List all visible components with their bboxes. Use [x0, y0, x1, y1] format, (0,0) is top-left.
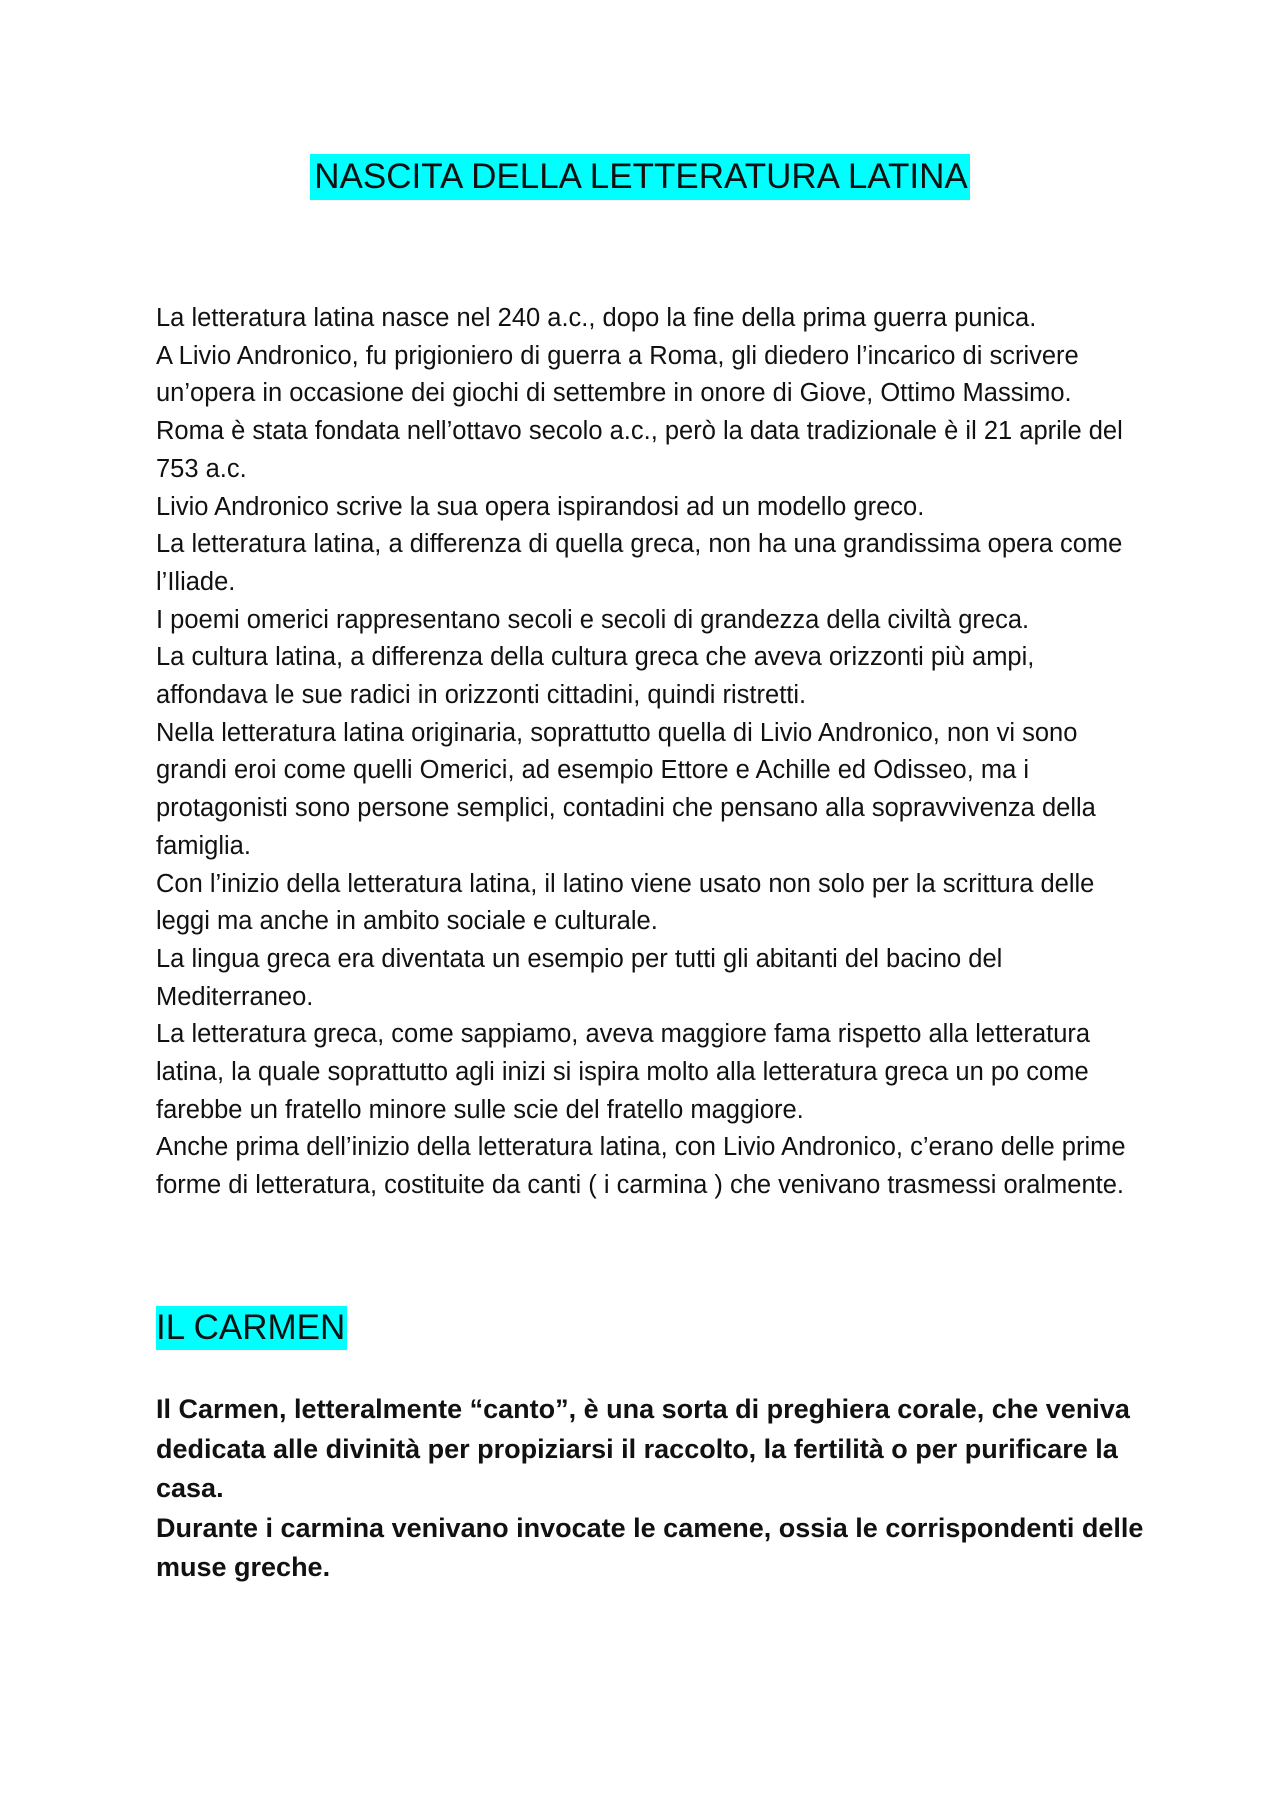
paragraph: La letteratura latina nasce nel 240 a.c., dopo la fine della prima guerra punica.: [156, 304, 1037, 332]
paragraph: Anche prima dell’inizio della letteratura latina, con Livio Andronico, c’erano delle prime forme di letteratura, costituite da canti ( i carmina ) che venivano trasmessi oralmente.: [156, 1133, 1126, 1200]
paragraph: La cultura latina, a differenza della cultura greca che aveva orizzonti più ampi, affondava le sue radici in orizzonti cittadini, quindi ristretti.: [156, 643, 1035, 710]
body-text: [156, 300, 1146, 1205]
section-heading: IL CARMEN: [156, 1306, 347, 1350]
paragraph: Roma è stata fondata nell’ottavo secolo a.c., però la data tradizionale è il 21 aprile del 753 a.c.: [156, 417, 1123, 483]
paragraph: La letteratura latina, a differenza di quella greca, non ha una grandissima opera come l’Iliade.: [156, 530, 1123, 596]
paragraph: La letteratura greca, come sappiamo, aveva maggiore fama rispetto alla letteratura latina, la quale soprattutto agli inizi si ispira molto alla letteratura greca un po come farebbe un fratello minore sulle scie del fratello maggiore.: [156, 1020, 1091, 1124]
document-title: NASCITA DELLA LETTERATURA LATINA: [310, 154, 970, 200]
paragraph: Nella letteratura latina originaria, soprattutto quella di Livio Andronico, non vi sono grandi eroi come quelli Omerici, ad esempio Ettore e Achille ed Odisseo, ma i protagonisti sono persone semplici, contadini che pensano alla sopravvivenza della famiglia.: [156, 718, 1096, 860]
paragraph: La lingua greca era diventata un esempio per tutti gli abitanti del bacino del Mediterraneo.: [156, 944, 1003, 1011]
paragraph: Con l’inizio della letteratura latina, il latino viene usato non solo per la scrittura delle leggi ma anche in ambito sociale e culturale.: [156, 869, 1095, 936]
section-paragraph: Il Carmen, letteralmente “canto”, è una sorta di preghiera corale, che veniva dedicata alle divinità per propiziarsi il raccolto, la fertilità o per purificare la casa.: [156, 1394, 1130, 1503]
section-body: [156, 1390, 1146, 1588]
paragraph: A Livio Andronico, fu prigioniero di guerra a Roma, gli diedero l’incarico di scrivere un’opera in occasione dei giochi di settembre in onore di Giove, Ottimo Massimo.: [156, 341, 1079, 408]
paragraph: I poemi omerici rappresentano secoli e secoli di grandezza della civiltà greca.: [156, 605, 1030, 634]
title-container: [0, 154, 1280, 200]
section-paragraph: Durante i carmina venivano invocate le camene, ossia le corrispondenti delle muse greche.: [156, 1512, 1144, 1582]
paragraph: Livio Andronico scrive la sua opera ispirandosi ad un modello greco.: [156, 492, 925, 521]
